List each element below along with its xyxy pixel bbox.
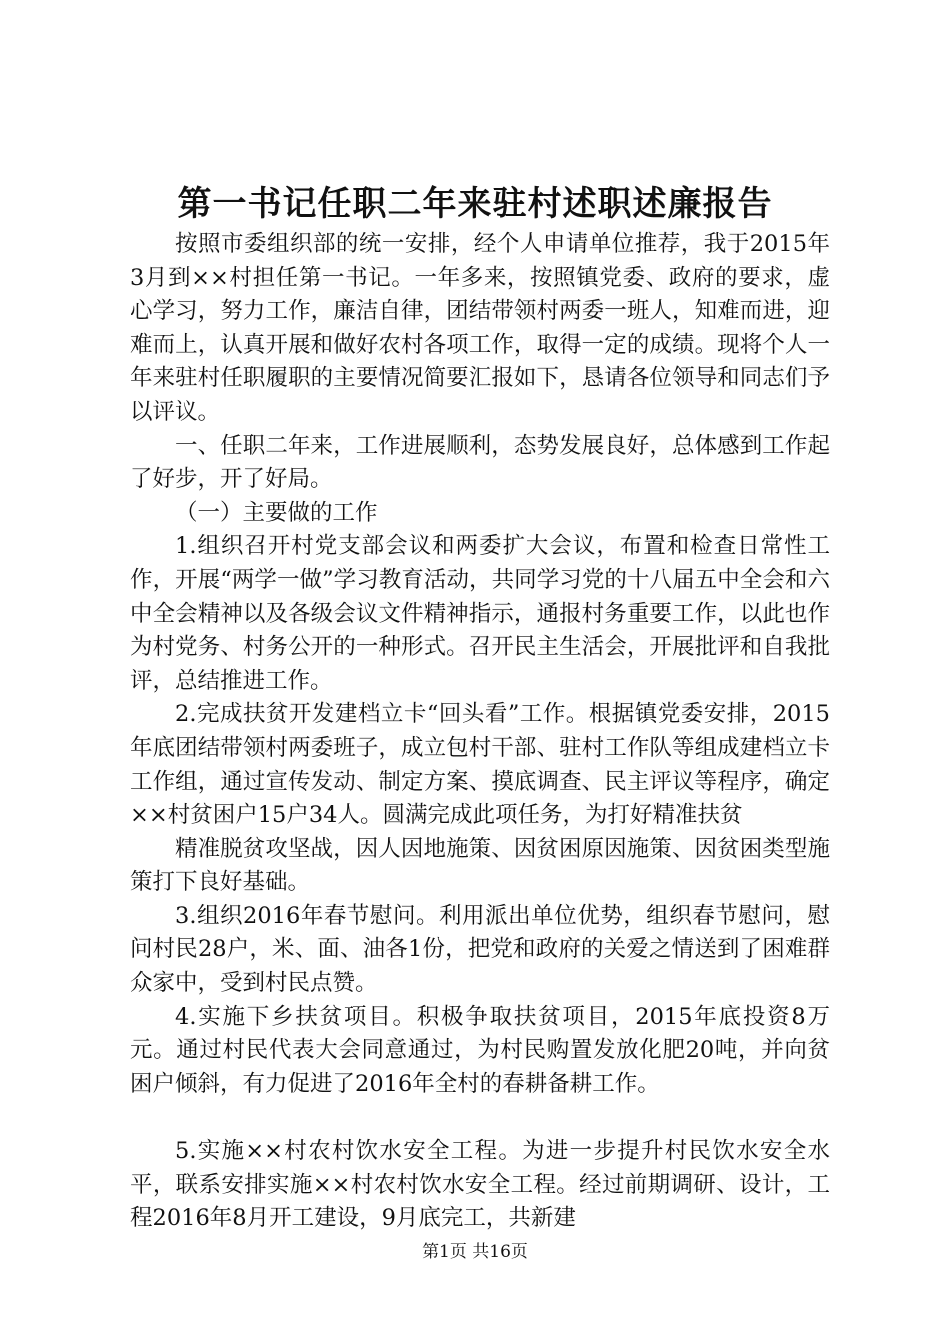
paragraph-item-2-continued: 精准脱贫攻坚战，因人因地施策、因贫困原因施策、因贫困类型施策打下良好基础。 [130,835,830,896]
paragraph-item-2: 2.完成扶贫开发建档立卡“回头看”工作。根据镇党委安排，2015年底团结带领村两委班子，成立包村干部、驻村工作队等组成建档立卡工作组，通过宣传发动、制定方案、摸底调查、民主评议等程序，确定××村贫困户15户34人。圆满完成此项任务，为打好精准扶贫 [130,701,830,829]
document-body [130,228,830,1236]
paragraph-item-3: 3.组织2016年春节慰问。利用派出单位优势，组织春节慰问，慰问村民28户，米、面、油各1份，把党和政府的关爱之情送到了困难群众家中，受到村民点赞。 [130,902,830,997]
paragraph-item-5: 5.实施××村农村饮水安全工程。为进一步提升村民饮水安全水平，联系安排实施××村农村饮水安全工程。经过前期调研、设计，工程2016年8月开工建设，9月底完工，共新建 [130,1138,830,1232]
page-number: 第1页 共16页 [422,1242,528,1262]
paragraph-intro: 按照市委组织部的统一安排，经个人申请单位推荐，我于2015年3月到××村担任第一书记。一年多来，按照镇党委、政府的要求，虚心学习，努力工作，廉洁自律，团结带领村两委一班人，知难而进，迎难而上，认真开展和做好农村各项工作，取得一定的成绩。现将个人一年来驻村任职履职的主要情况简要汇报如下，恳请各位领导和同志们予以评议。 [130,231,830,425]
document-title: 第一书记任职二年来驻村述职述廉报告 [177,184,773,224]
paragraph-item-4: 4.实施下乡扶贫项目。积极争取扶贫项目，2015年底投资8万元。通过村民代表大会同意通过，为村民购置发放化肥20吨，并向贫困户倾斜，有力促进了2016年全村的春耕备耕工作。 [130,1003,830,1097]
paragraph-subsection-heading: （一）主要做的工作 [175,499,378,526]
paragraph-item-1: 1.组织召开村党支部会议和两委扩大会议，布置和检查日常性工作，开展“两学一做”学习教育活动，共同学习党的十八届五中全会和六中全会精神以及各级会议文件精神指示，通报村务重要工作，以此也作为村党务、村务公开的一种形式。召开民主生活会，开展批评和自我批评，总结推进工作。 [130,533,830,694]
paragraph-section-1: 一、任职二年来，工作进展顺利，态势发展良好，总体感到工作起了好步，开了好局。 [130,432,830,493]
